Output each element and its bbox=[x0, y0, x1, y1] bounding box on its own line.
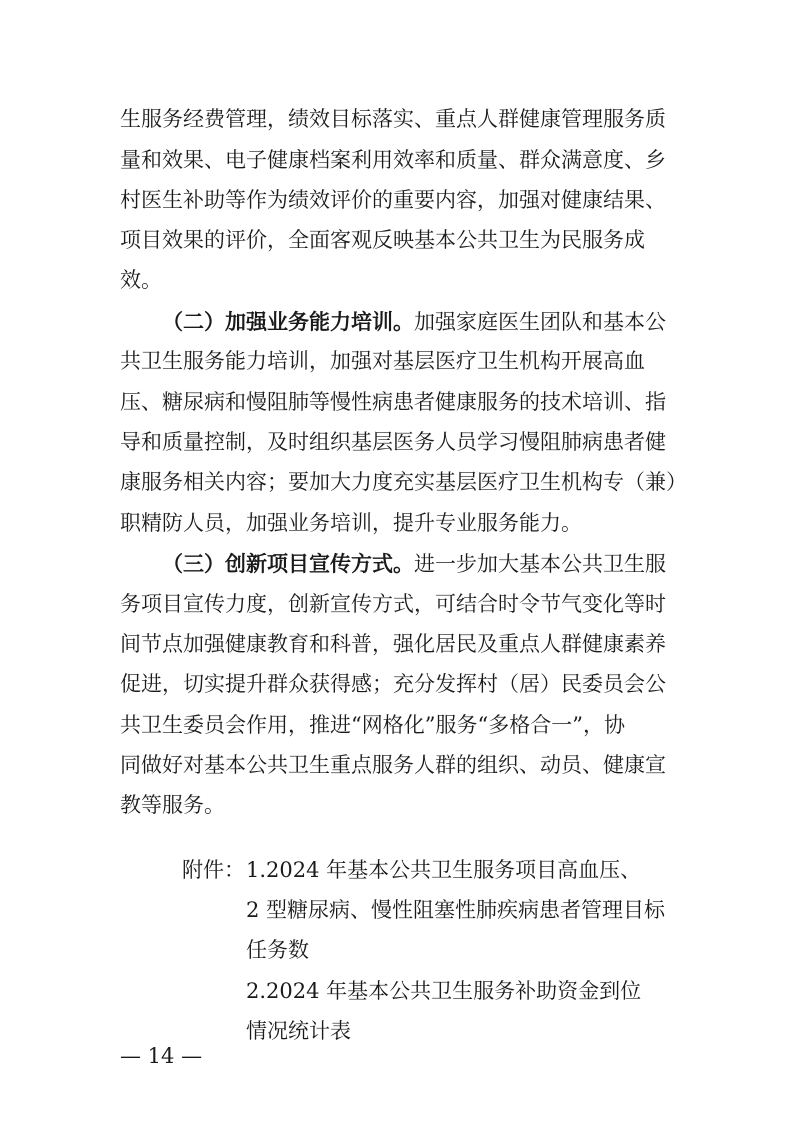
paragraph-line: 压、糖尿病和慢阻肺等慢性病患者健康服务的技术培训、指 bbox=[120, 390, 666, 414]
attachment-item-line: 2.2024 年基本公共卫生服务补助资金到位 bbox=[246, 979, 642, 1003]
attachment-item-line: 情况统计表 bbox=[246, 1019, 351, 1043]
paragraph-line: 促进，切实提升群众获得感；充分发挥村（居）民委员会公 bbox=[120, 672, 666, 696]
paragraph-line: 间节点加强健康教育和科普，强化居民及重点人群健康素养 bbox=[120, 632, 666, 656]
page-number: — 14 — bbox=[120, 1044, 203, 1068]
paragraph-line: 共卫生委员会作用，推进“网格化”服务“多格合一”，协 bbox=[120, 713, 625, 737]
section-2-first-line bbox=[162, 311, 666, 333]
paragraph-line: 导和质量控制，及时组织基层医务人员学习慢阻肺病患者健 bbox=[120, 430, 666, 454]
paragraph-text: 加强家庭医生团队和基本公 bbox=[414, 310, 666, 334]
section-heading: （三）创新项目宣传方式。 bbox=[162, 551, 414, 576]
paragraph-line: 康服务相关内容；要加大力度充实基层医疗卫生机构专（兼） bbox=[120, 470, 687, 494]
section-3-first-line bbox=[162, 553, 666, 575]
attachment-item-line: 任务数 bbox=[246, 938, 309, 962]
attachment-item-line: 1.2024 年基本公共卫生服务项目高血压、 bbox=[246, 858, 642, 882]
paragraph-line: 务项目宣传力度，创新宣传方式，可结合时令节气变化等时 bbox=[120, 592, 666, 616]
paragraph-line: 同做好对基本公共卫生重点服务人群的组织、动员、健康宣 bbox=[120, 753, 666, 777]
paragraph-line: 项目效果的评价，全面客观反映基本公共卫生为民服务成 bbox=[120, 228, 645, 252]
paragraph-line: 生服务经费管理，绩效目标落实、重点人群健康管理服务质 bbox=[120, 107, 666, 131]
paragraph-line: 职精防人员，加强业务培训，提升专业服务能力。 bbox=[120, 511, 582, 535]
paragraph-line: 效。 bbox=[120, 268, 162, 292]
attachment-item-line: 2 型糖尿病、慢性阻塞性肺疾病患者管理目标 bbox=[246, 898, 666, 922]
paragraph-text: 进一步加大基本公共卫生服 bbox=[414, 552, 666, 576]
paragraph-line: 村医生补助等作为绩效评价的重要内容，加强对健康结果、 bbox=[120, 188, 666, 212]
section-heading: （二）加强业务能力培训。 bbox=[162, 309, 414, 334]
attachments-label: 附件： bbox=[182, 858, 245, 882]
paragraph-line: 教等服务。 bbox=[120, 793, 225, 817]
paragraph-line: 共卫生服务能力培训，加强对基层医疗卫生机构开展高血 bbox=[120, 349, 645, 373]
paragraph-line: 量和效果、电子健康档案利用效率和质量、群众满意度、乡 bbox=[120, 148, 666, 172]
